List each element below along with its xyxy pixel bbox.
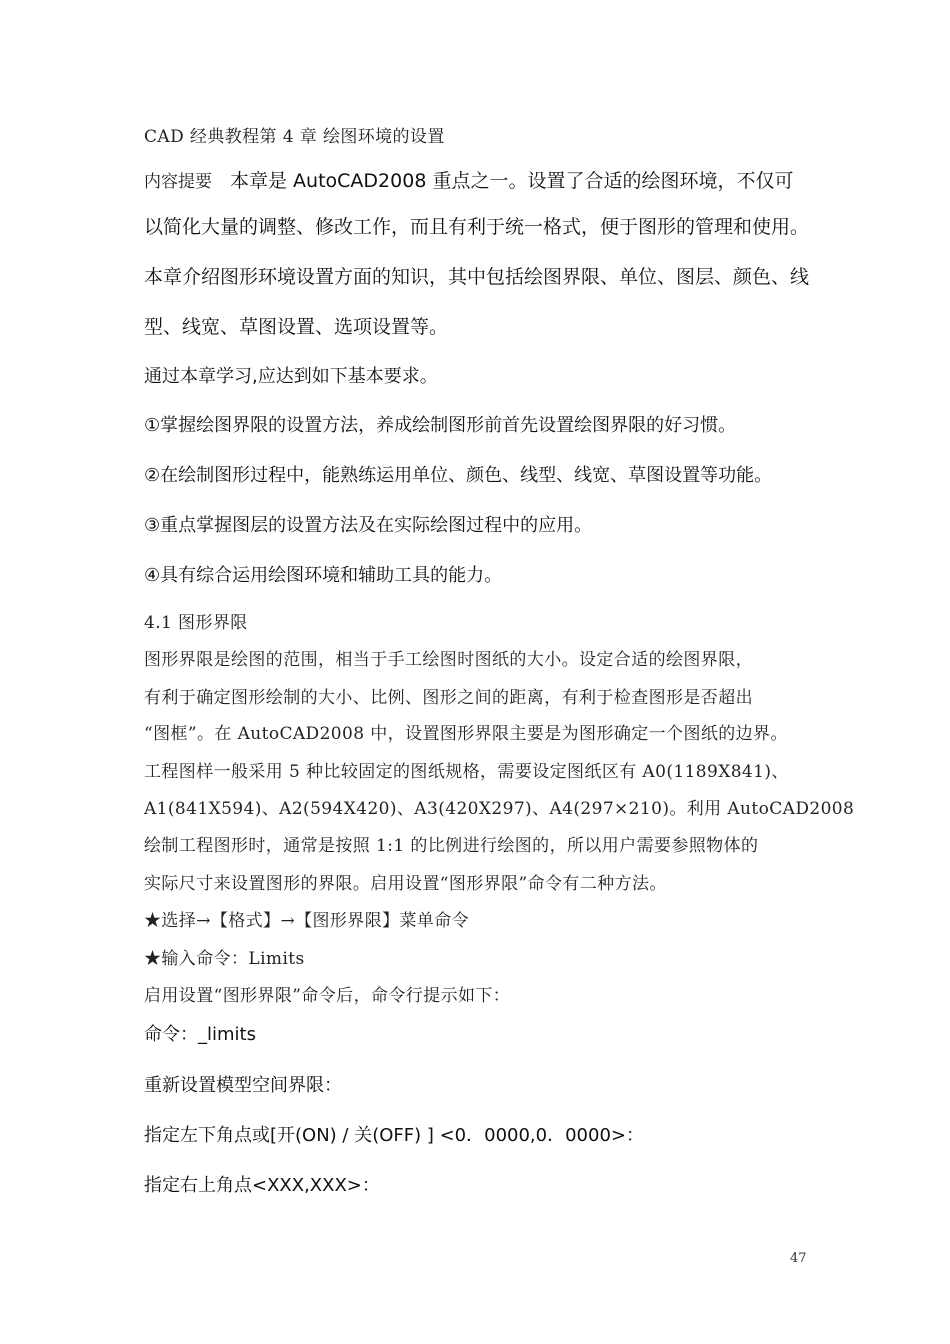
method-1: ★选择→【格式】→【图形界限】菜单命令 xyxy=(144,911,470,931)
summary-line-4: 型、线宽、草图设置、选项设置等。 xyxy=(144,316,449,338)
command-line-1: 命令：_limits xyxy=(144,1024,256,1045)
section-body-line-2: 有利于确定图形绘制的大小、比例、图形之间的距离，有利于检查图形是否超出 xyxy=(144,688,753,708)
requirement-2: ②在绘制图形过程中，能熟练运用单位、颜色、线型、线宽、草图设置等功能。 xyxy=(144,465,773,486)
section-body-line-4: 工程图样一般采用 5 种比较固定的图纸规格，需要设定图纸区有 A0(1189X841)、 xyxy=(144,762,789,782)
section-title: 4.1 图形界限 xyxy=(144,613,248,633)
summary-line-1 xyxy=(144,166,793,193)
summary-text-1: 本章是 AutoCAD2008 重点之一。设置了合适的绘图环境，不仅可 xyxy=(230,170,794,192)
section-body-line-1: 图形界限是绘图的范围，相当于手工绘图时图纸的大小。设定合适的绘图界限， xyxy=(144,650,753,670)
command-line-3: 指定左下角点或[开(ON) / 关(OFF) ] <0．0000,0．0000>： xyxy=(144,1125,644,1146)
section-body-line-6: 绘制工程图形时，通常是按照 1:1 的比例进行绘图的，所以用户需要参照物体的 xyxy=(144,836,759,856)
chapter-title: CAD 经典教程第 4 章 绘图环境的设置 xyxy=(144,127,445,147)
requirement-3: ③重点掌握图层的设置方法及在实际绘图过程中的应用。 xyxy=(144,515,593,536)
summary-line-2: 以简化大量的调整、修改工作，而且有利于统一格式，便于图形的管理和使用。 xyxy=(144,216,810,238)
requirements-intro: 通过本章学习,应达到如下基本要求。 xyxy=(144,366,438,387)
summary-line-3: 本章介绍图形环境设置方面的知识，其中包括绘图界限、单位、图层、颜色、线 xyxy=(144,266,810,288)
method-2: ★输入命令：Limits xyxy=(144,949,305,969)
requirement-1: ①掌握绘图界限的设置方法，养成绘制图形前首先设置绘图界限的好习惯。 xyxy=(144,415,737,436)
requirement-4: ④具有综合运用绘图环境和辅助工具的能力。 xyxy=(144,565,503,586)
section-body-line-7: 实际尺寸来设置图形的界限。启用设置“图形界限”命令有二种方法。 xyxy=(144,874,667,894)
section-body-line-3: “图框”。在 AutoCAD2008 中，设置图形界限主要是为图形确定一个图纸的边界。 xyxy=(144,724,788,744)
page-number: 47 xyxy=(790,1251,807,1266)
prompt-intro: 启用设置“图形界限”命令后，命令行提示如下： xyxy=(144,986,511,1006)
section-body-line-5: A1(841X594)、A2(594X420)、A3(420X297)、A4(297×210)。利用 AutoCAD2008 xyxy=(144,799,855,819)
command-line-2: 重新设置模型空间界限： xyxy=(144,1075,342,1096)
command-line-4: 指定右上角点<XXX,XXX>： xyxy=(144,1175,380,1196)
summary-label: 内容提要 xyxy=(144,172,212,192)
